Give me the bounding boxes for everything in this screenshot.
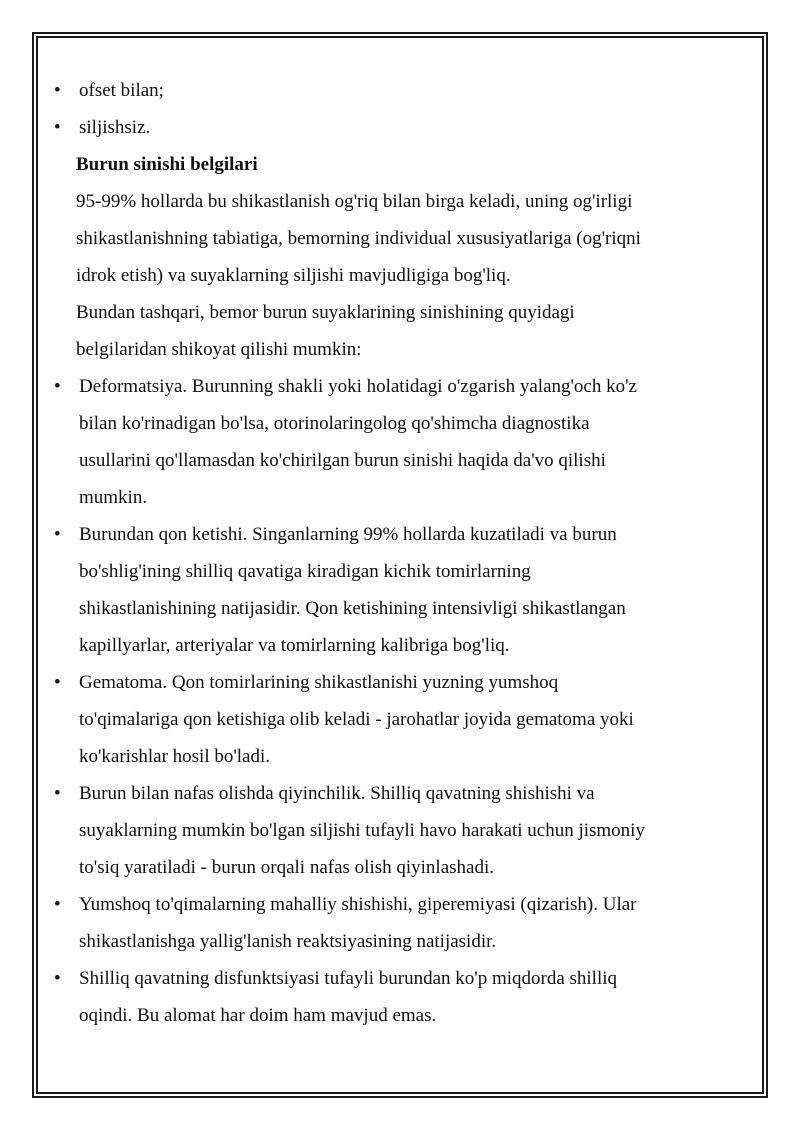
text-line: 95-99% hollarda bu shikastlanish og'riq bilan birga keladi, uning og'irligi xyxy=(76,191,633,212)
section-heading: Burun sinishi belgilari xyxy=(76,154,258,175)
paragraph xyxy=(54,294,734,368)
bullet-icon: • xyxy=(54,376,61,397)
bullet-icon: • xyxy=(54,80,61,101)
text-line: ko'karishlar hosil bo'ladi. xyxy=(79,746,271,767)
list-item xyxy=(54,960,734,1034)
list-item xyxy=(54,109,734,146)
text-line: Burun bilan nafas olishda qiyinchilik. Shilliq qavatning shishishi va xyxy=(79,783,595,804)
text-line: Shilliq qavatning disfunktsiyasi tufayli burundan ko'p miqdorda shilliq xyxy=(79,968,618,989)
list-item xyxy=(54,664,734,775)
list-item-text: ofset bilan; xyxy=(79,80,164,101)
list-item xyxy=(54,368,734,516)
bullet-icon: • xyxy=(54,783,61,804)
text-line: oqindi. Bu alomat har doim ham mavjud emas. xyxy=(79,1005,437,1026)
bullet-icon: • xyxy=(54,968,61,989)
list-item xyxy=(54,516,734,664)
bullet-icon: • xyxy=(54,894,61,915)
symptom-bullet-list xyxy=(54,368,734,1034)
text-line: belgilaridan shikoyat qilishi mumkin: xyxy=(76,339,362,360)
text-line: suyaklarning mumkin bo'lgan siljishi tufayli havo harakati uchun jismoniy xyxy=(79,820,645,841)
bullet-icon: • xyxy=(54,524,61,545)
text-line: Bundan tashqari, bemor burun suyaklarining sinishining quyidagi xyxy=(76,302,575,323)
list-item xyxy=(54,775,734,886)
text-line: Burundan qon ketishi. Singanlarning 99% hollarda kuzatiladi va burun xyxy=(79,524,617,545)
bullet-icon: • xyxy=(54,117,61,138)
text-line: mumkin. xyxy=(79,487,148,508)
text-line: Deformatsiya. Burunning shakli yoki holatidagi o'zgarish yalang'och ko'z xyxy=(79,376,637,397)
text-line: shikastlanishning tabiatiga, bemorning individual xususiyatlariga (og'riqni xyxy=(76,228,641,249)
text-line: to'qimalariga qon ketishiga olib keladi - jarohatlar joyida gematoma yoki xyxy=(79,709,634,730)
text-line: bilan ko'rinadigan bo'lsa, otorinolaringolog qo'shimcha diagnostika xyxy=(79,413,590,434)
text-line: idrok etish) va suyaklarning siljishi mavjudligiga bog'liq. xyxy=(76,265,511,286)
text-line: Gematoma. Qon tomirlarining shikastlanishi yuzning yumshoq xyxy=(79,672,559,693)
text-line: to'siq yaratiladi - burun orqali nafas olish qiyinlashadi. xyxy=(79,857,495,878)
list-item xyxy=(54,886,734,960)
text-line: shikastlanishining natijasidir. Qon ketishining intensivligi shikastlangan xyxy=(79,598,626,619)
document-body xyxy=(54,72,734,1034)
intro-bullet-list xyxy=(54,72,734,146)
text-line: Yumshoq to'qimalarning mahalliy shishishi, giperemiyasi (qizarish). Ular xyxy=(79,894,637,915)
bullet-icon: • xyxy=(54,672,61,693)
list-item-text: siljishsiz. xyxy=(79,117,151,138)
text-line: usullarini qo'llamasdan ko'chirilgan burun sinishi haqida da'vo qilishi xyxy=(79,450,606,471)
text-line: bo'shlig'ining shilliq qavatiga kiradigan kichik tomirlarning xyxy=(79,561,531,582)
text-line: kapillyarlar, arteriyalar va tomirlarning kalibriga bog'liq. xyxy=(79,635,510,656)
list-item xyxy=(54,72,734,109)
paragraph xyxy=(54,183,734,294)
text-line: shikastlanishga yallig'lanish reaktsiyasining natijasidir. xyxy=(79,931,497,952)
